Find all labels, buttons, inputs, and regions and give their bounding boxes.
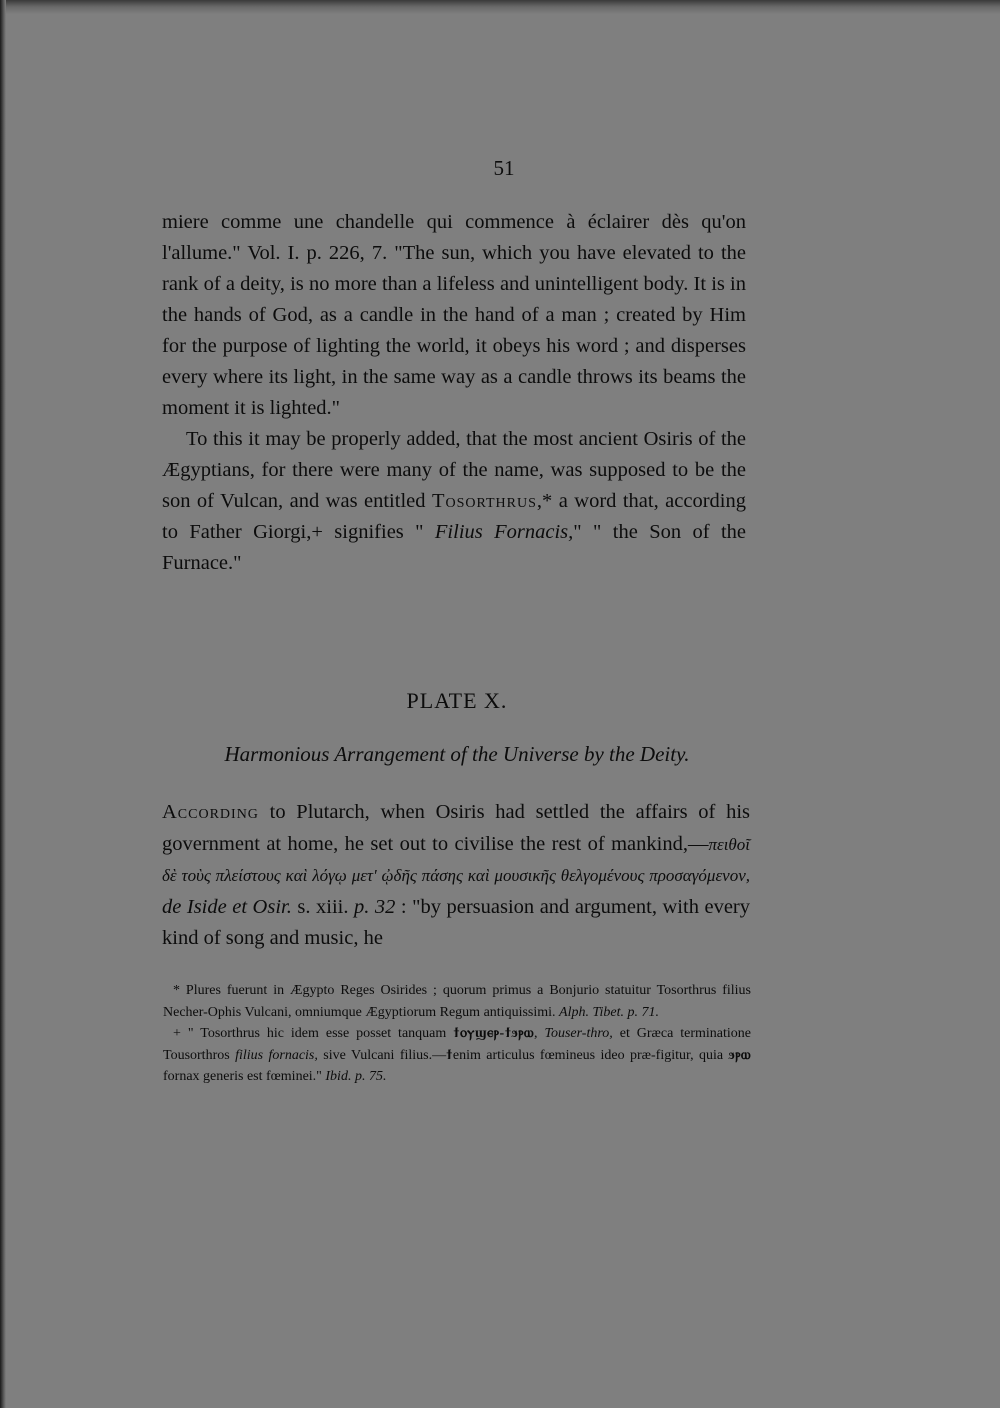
paragraph-osiris: [162, 424, 746, 579]
latin-phrase: Filius Fornacis,: [434, 521, 574, 543]
footnote-2-text-3: et Græca terminatione Tousorthros: [163, 1026, 752, 1063]
footnote-2: [163, 1023, 751, 1088]
reference-section: s. xiii.: [291, 895, 354, 918]
paragraph-continuation: miere comme une chandelle qui commence à éclairer dès qu'on l'allume." Vol. I. p. 226, 7. "The sun, which you have elevated to the rank of a deity, is no more than a lifeless and unintelligent body. It is in the hands of God, as a candle in the hand of a man ; created by Him for the purpose of lighting the world, it obeys his word ; and disperses every where its light, in the same way as a candle throws its beams the moment it is lighted.": [162, 211, 746, 419]
scan-edge-top: [0, 0, 1000, 14]
coptic-word-3: ϧⲣⲱ: [728, 1047, 751, 1063]
plate-subtitle: Harmonious Arrangement of the Universe by the Deity.: [224, 742, 690, 766]
page-number: 51: [493, 156, 515, 180]
footnote-2-text-1: + " Tosorthrus hic idem esse posset tanquam: [173, 1026, 454, 1041]
para3-text-2: : "by persuasion and argument, with every kind of song and music, he: [162, 895, 750, 949]
footnote-2-italic-1: Touser-thro,: [544, 1026, 613, 1041]
tosorthrus-term: Tosorthrus: [431, 490, 537, 512]
footnote-2-text-4: sive Vulcani filius.—: [317, 1047, 447, 1063]
para2-text-3: " " the Son of the Furnace.": [162, 521, 746, 574]
coptic-word-1: ϯⲟⲩϣⲉⲣ-ϯϧⲣⲱ: [453, 1026, 535, 1041]
footnote-2-text-2: ,: [534, 1026, 545, 1041]
body-text-plate: [162, 797, 750, 955]
footnote-1: [163, 980, 751, 1023]
lead-word: According: [162, 801, 259, 823]
paragraph-plutarch: [162, 797, 750, 955]
footnote-2-text-6: fornax generis est fœminei.": [163, 1069, 326, 1084]
para2-text-1: To this it may be properly added, that the most ancient Osiris of the Ægyptians, for there were many of the name, was supposed to be the son of Vulcan, and was entitled: [162, 428, 746, 512]
body-text-top: [162, 207, 746, 579]
footnotes: [163, 980, 751, 1088]
footnote-2-text-5: enim articulus fœmineus ideo præ-figitur, quia: [452, 1047, 729, 1063]
greek-quotation: πειθοῖ δὲ τοὺς πλείστους καὶ λόγῳ μετ' ᾠδῆς πάσης καὶ μουσικῆς θελγομένους προσαγόμενον,: [162, 834, 750, 885]
footnote-1-text: * Plures fuerunt in Ægypto Reges Osirides ; quorum primus a Bonjurio statuitur Tosorthrus filius Necher-Ophis Vulcani, omniumque Ægyptiorum Regum antiquissimi.: [163, 983, 751, 1020]
coptic-word-2: ϯ: [446, 1047, 453, 1063]
footnote-1-ref: Alph. Tibet. p. 71.: [559, 1004, 659, 1020]
para3-text-1: to Plutarch, when Osiris had settled the affairs of his government at home, he set out to civilise the rest of mankind,—: [162, 801, 750, 855]
plate-heading: PLATE X.: [406, 688, 508, 713]
footnote-2-ref: Ibid. p. 75.: [325, 1069, 387, 1084]
scan-edge-left: [0, 0, 6, 1408]
footnote-2-italic-2: filius fornacis,: [235, 1047, 318, 1063]
reference-page: p. 32: [353, 895, 396, 918]
reference-italic: de Iside et Osir.: [162, 895, 292, 918]
para2-text-2: ,* a word that, according to Father Giorgi,+ signifies ": [162, 490, 746, 543]
